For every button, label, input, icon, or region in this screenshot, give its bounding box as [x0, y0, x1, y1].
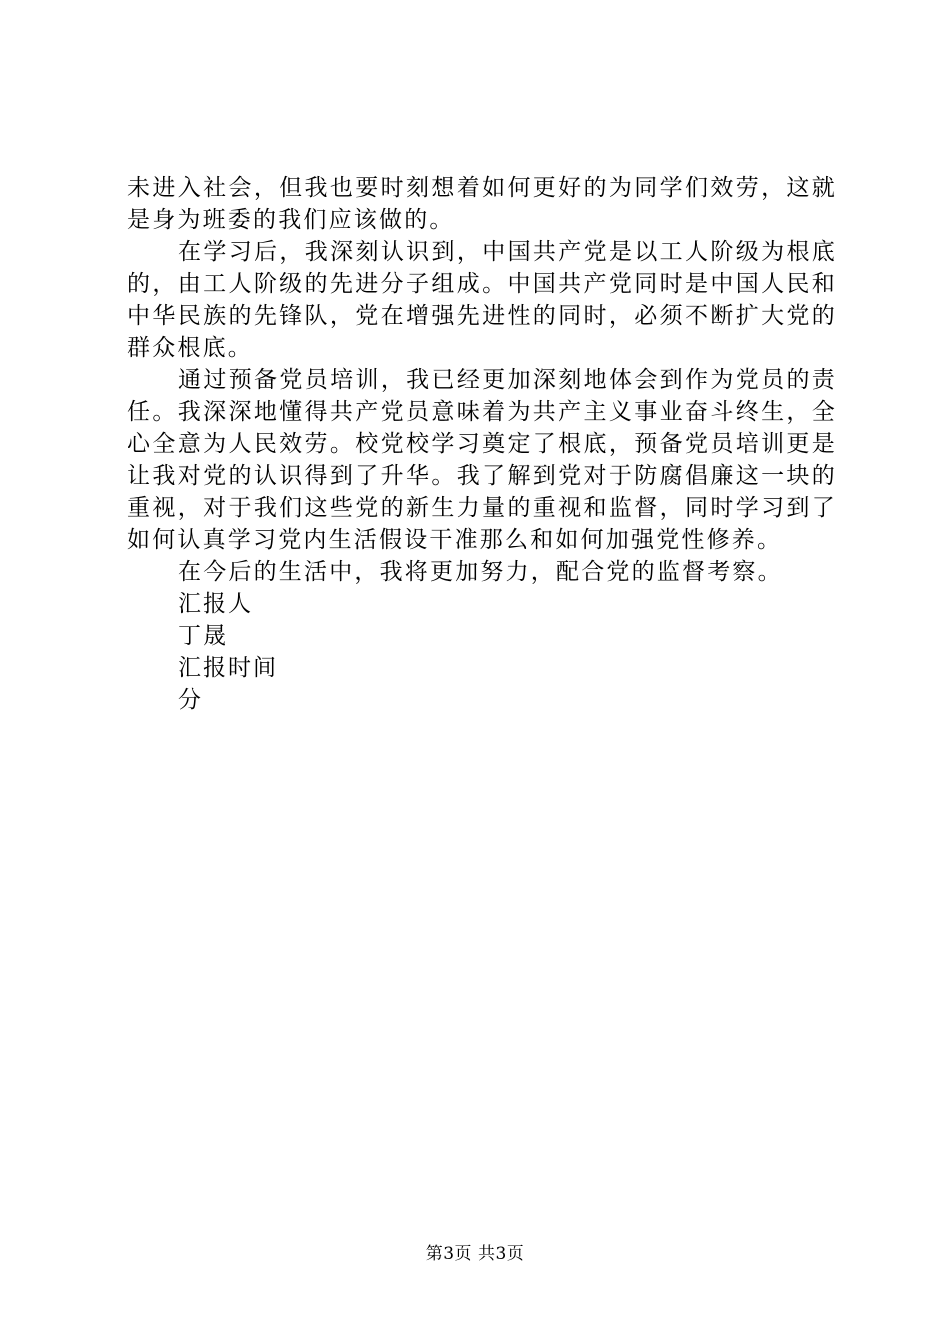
report-time-value: 分	[178, 687, 203, 713]
page-number: 第3页 共3页	[425, 1244, 525, 1264]
paragraph-party-understanding: 在学习后，我深刻认识到，中国共产党是以工人阶级为根底的，由工人阶级的先进分子组成。中国共产党同时是中国人民和中华民族的先锋队，党在增强先进性的同时，必须不断扩大党的群众根底。	[127, 239, 837, 361]
paragraph-future-commitment: 在今后的生活中，我将更加努力，配合党的监督考察。	[178, 559, 783, 585]
paragraph-training-reflection: 通过预备党员培训，我已经更加深刻地体会到作为党员的责任。我深深地懂得共产党员意味着为共产主义事业奋斗终生，全心全意为人民效劳。校党校学习奠定了根底，预备党员培训更是让我对党的认识得到了升华。我了解到党对于防腐倡廉这一块的重视，对于我们这些党的新生力量的重视和监督，同时学习到了如何认真学习党内生活假设干准那么和如何加强党性修养。	[127, 367, 837, 553]
reporter-label: 汇报人	[178, 591, 253, 617]
page-footer	[0, 1243, 950, 1265]
document-body	[127, 172, 837, 716]
report-time-label: 汇报时间	[178, 655, 278, 681]
reporter-name: 丁晟	[178, 623, 228, 649]
paragraph-continuation: 未进入社会，但我也要时刻想着如何更好的为同学们效劳，这就是身为班委的我们应该做的。	[127, 175, 837, 233]
